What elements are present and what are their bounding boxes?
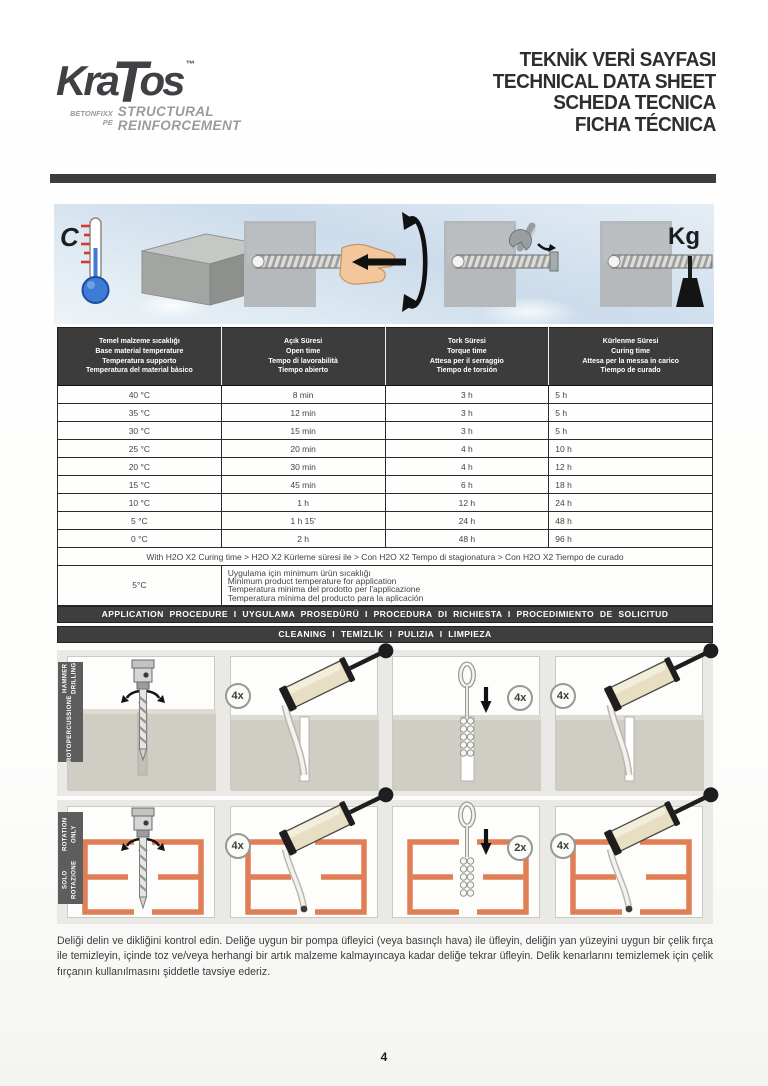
table-cell: 6 h xyxy=(385,476,549,494)
anchor-insertion-icon xyxy=(244,212,425,312)
table-cell: 4 h xyxy=(385,440,549,458)
step-blow-pump-concrete xyxy=(230,656,378,790)
page-number: 4 xyxy=(380,1050,388,1064)
table-cell: 96 h xyxy=(549,530,713,548)
drill-illustration xyxy=(68,657,216,791)
drill-illustration xyxy=(68,807,216,919)
table-cell: 3 h xyxy=(385,422,549,440)
torque-wrench-icon xyxy=(444,221,558,307)
table-cell: 15 min xyxy=(221,422,385,440)
section-bar-cleaning: CLEANING I TEMİZLİK I PULIZIA I LIMPIEZA xyxy=(57,626,713,643)
rotation-arrow-icon xyxy=(409,218,425,306)
table-cell: 12 h xyxy=(549,458,713,476)
cleaning-instructions-paragraph: Deliği delin ve dikliğini kontrol edin. Deliğe uygun bir pompa üfleyici (veya basınçlı hava) ile üfleyin, deliğin yan yüzeyini uygun bir çelik fırça ile temizleyin, içinde toz ve/veya herhangi bir artık malzeme kalmayıncaya kadar deliğe tekrar üfleyin. Delik kenarlarını temizlemek için çelik fırçanın kullanılmasını şiddetle tavsiye ederiz. xyxy=(57,934,713,978)
table-row xyxy=(58,512,713,530)
hammer-drilling-tag: ROTOPERCUSSIONE HAMMER DRILLING xyxy=(58,662,83,762)
table-cell: 2 h xyxy=(221,530,385,548)
col-header-curing-time: Kürlenme Süresi Curing time Attesa per la messa in carico Tiempo de curado xyxy=(549,328,713,386)
table-header-row xyxy=(58,328,713,386)
h2o-note: With H2O X2 Curing time > H2O X2 Kürleme süresi ile > Con H2O X2 Tempo di stagionatura > Con H2O X2 Tiempo de curado xyxy=(58,548,713,566)
table-cell: 40 °C xyxy=(58,386,222,404)
repeat-badge: 4x xyxy=(550,833,576,859)
cure-time-table xyxy=(57,327,713,606)
step-blow-pump-brick-2 xyxy=(555,806,703,918)
table-cell: 30 min xyxy=(221,458,385,476)
table-cell: 10 h xyxy=(549,440,713,458)
table-cell: 1 h 15' xyxy=(221,512,385,530)
table-cell: 5 h xyxy=(549,422,713,440)
table-cell: 18 h xyxy=(549,476,713,494)
min-temp-note: Uygulama için minimum ürün sıcaklığı Minimum product temperature for application Temperatura minima del prodotto per l'applicazione Temperatura mínima del producto para la aplicación xyxy=(221,566,712,606)
repeat-badge: 4x xyxy=(550,683,576,709)
logo-big-t: T xyxy=(112,50,145,115)
logo-subtitle-structural: STRUCTURAL REINFORCEMENT xyxy=(117,104,241,133)
table-note-row xyxy=(58,548,713,566)
col-header-base-temp: Temel malzeme sıcaklığı Base material temperature Temperatura supporto Temperatura del material bàsico xyxy=(58,328,222,386)
table-cell: 10 °C xyxy=(58,494,222,512)
brush-illustration xyxy=(393,807,541,919)
repeat-badge: 4x xyxy=(225,683,251,709)
col-header-open-time: Açık Süresi Open time Tempo di lavorabilità Tiempo abierto xyxy=(221,328,385,386)
table-row xyxy=(58,476,713,494)
pump-illustration xyxy=(556,657,704,791)
step-drill-brick xyxy=(62,806,215,918)
table-row xyxy=(58,386,713,404)
table-cell: 1 h xyxy=(221,494,385,512)
table-cell: 35 °C xyxy=(58,404,222,422)
procedure-row-concrete xyxy=(57,650,713,796)
table-row xyxy=(58,404,713,422)
col-header-torque-time: Tork Süresi Torque time Attesa per il serraggio Tiempo de torsión xyxy=(385,328,549,386)
step-brush-concrete xyxy=(392,656,540,790)
step-blow-pump-brick xyxy=(230,806,378,918)
table-min-temp-row xyxy=(58,566,713,606)
svg-text:Kg: Kg xyxy=(668,223,700,250)
table-cell: 48 h xyxy=(549,512,713,530)
table-cell: 24 h xyxy=(549,494,713,512)
min-temp-value: 5°C xyxy=(58,566,222,606)
pictogram-strip-illustration xyxy=(54,204,714,324)
repeat-badge: 2x xyxy=(507,835,533,861)
pump-illustration xyxy=(231,807,379,919)
table-row xyxy=(58,422,713,440)
trademark-symbol: ™ xyxy=(185,59,195,69)
divider-bar xyxy=(50,174,716,183)
thermometer-icon xyxy=(60,218,109,303)
table-row xyxy=(58,530,713,548)
load-weight-icon xyxy=(600,221,712,307)
table-cell: 20 °C xyxy=(58,458,222,476)
section-bar-application-procedure: APPLICATION PROCEDURE I UYGULAMA PROSEDÜRÜ I PROCEDURA DI RICHIESTA I PROCEDIMIENTO DE SOLICITUD xyxy=(57,606,713,623)
table-row xyxy=(58,440,713,458)
page-title: TEKNİK VERİ SAYFASI TECHNICAL DATA SHEET SCHEDA TECNICA FICHA TÉCNICA xyxy=(492,49,716,136)
table-row xyxy=(58,458,713,476)
table-cell: 8 min xyxy=(221,386,385,404)
table-cell: 12 min xyxy=(221,404,385,422)
table-row xyxy=(58,494,713,512)
step-drill-concrete xyxy=(62,656,215,790)
svg-text:C: C xyxy=(60,222,79,252)
pictogram-strip xyxy=(54,204,714,324)
table-cell: 24 h xyxy=(385,512,549,530)
page-header xyxy=(0,0,768,136)
pump-illustration xyxy=(556,807,704,919)
step-brush-brick xyxy=(392,806,540,918)
table-cell: 25 °C xyxy=(58,440,222,458)
procedure-row-brick xyxy=(57,800,713,924)
table-cell: 5 h xyxy=(549,404,713,422)
table-cell: 4 h xyxy=(385,458,549,476)
brush-illustration xyxy=(393,657,541,791)
repeat-badge: 4x xyxy=(507,685,533,711)
table-cell: 15 °C xyxy=(58,476,222,494)
table-cell: 3 h xyxy=(385,386,549,404)
logo-subtitle xyxy=(56,105,241,132)
table-cell: 20 min xyxy=(221,440,385,458)
table-cell: 30 °C xyxy=(58,422,222,440)
kratos-logo xyxy=(56,44,241,136)
logo-brand-text: KraTos ™ xyxy=(56,50,195,115)
table-cell: 45 min xyxy=(221,476,385,494)
rotation-only-tag: SOLO ROTAZIONE ROTATION ONLY xyxy=(58,812,83,904)
repeat-badge: 4x xyxy=(225,833,251,859)
table-cell: 5 °C xyxy=(58,512,222,530)
table-cell: 0 °C xyxy=(58,530,222,548)
pump-illustration xyxy=(231,657,379,791)
weight-icon xyxy=(676,278,704,307)
table-cell: 48 h xyxy=(385,530,549,548)
table-cell: 5 h xyxy=(549,386,713,404)
step-blow-pump-concrete-2 xyxy=(555,656,703,790)
table-cell: 3 h xyxy=(385,404,549,422)
logo-subtitle-betonfixx: BETONFIXX PE xyxy=(70,109,113,127)
wrench-icon xyxy=(509,226,556,252)
table-cell: 12 h xyxy=(385,494,549,512)
